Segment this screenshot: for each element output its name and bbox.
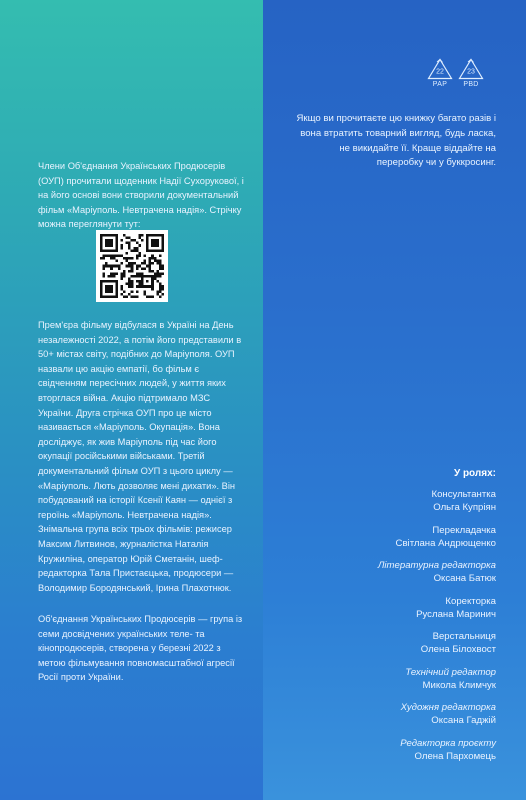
qr-code-graphic: [100, 234, 164, 298]
credit-item: [296, 488, 496, 514]
recycle-triangle-icon: [427, 58, 453, 80]
credit-name: Руслана Маринич: [416, 608, 496, 620]
credit-name: Олена Пархомець: [414, 750, 496, 762]
producers-paragraph: Об'єднання Українських Продюсерів — група із семи досвідчених українських теле- та кінопродюсерів, створена у березні 2022 з метою фільмування повномасштабної агресії Росії проти України.: [38, 614, 243, 683]
credit-role: Консультантка: [431, 489, 496, 500]
intro-paragraph: Члени Об'єднання Українських Продюсерів (ОУП) прочитали щоденник Надії Сухорукової, і на його основі вони створили документальний фільм «Маріуполь. Невтрачена надія». Стрічку можна переглянути тут:: [38, 161, 244, 230]
credit-item: [296, 559, 496, 585]
credit-item: [296, 701, 496, 727]
credit-item: [296, 524, 496, 550]
premiere-paragraph: Прем'єра фільму відбулася в Україні на День незалежності 2022, а потім його представили в 50+ містах світу, подібних до Маріуполя. ОУП назвали цю акцію емпатії, бо фільм є свідченням пересічних людей, у життя яких вторглася війна. Акцію підтримало МЗС України. Друга стрічка ОУП про це місто називається «Маріуполь. Окупація». Вона досліджує, як жив Маріуполь під час його окупації російськими військами. Третій документальний фільм ОУП з цього циклу — «Маріуполь. Лють дозволяє мені дихати». Він побудований на історії Ксенії Каян — однієї з героїнь «Маріуполь. Невтрачена надія». Знімальна група всіх трьох фільмів: режисер Максим Литвинов, журналістка Наталія Кружиліна, оператор Юрій Сметанін, шеф-редакторка Тала Пристаєцька, продюсери — Володимир Бородянський, Ірина Плахотнюк.: [38, 320, 242, 593]
credit-role: Коректорка: [445, 595, 496, 607]
credit-role: Технічний редактор: [405, 666, 496, 678]
credit-item: [296, 630, 496, 656]
credits-title: У ролях:: [453, 468, 496, 479]
credit-name: Світлана Андрющенко: [395, 537, 496, 549]
credit-item: [296, 666, 496, 692]
credit-role: Верстальниця: [432, 631, 496, 642]
recycle-number: 23: [467, 68, 475, 76]
credit-name: Ольга Купріян: [433, 502, 496, 513]
qr-code-icon[interactable]: [96, 230, 168, 302]
credit-name: Олена Білохвост: [420, 644, 496, 655]
credit-item: [296, 595, 496, 621]
credit-role: Перекладачка: [432, 524, 496, 536]
credits-list: [296, 488, 496, 763]
credits-section: [296, 468, 496, 772]
credit-name: Микола Климчук: [422, 679, 496, 691]
recycle-number: 22: [436, 68, 444, 76]
recycle-note: Якщо ви прочитаєте цю книжку багато разів і вона втратить товарний вигляд, будь ласка, не викидайте її. Краще віддайте на переробку чи у буккросинг.: [296, 113, 496, 169]
credit-role: Літературна редакторка: [377, 560, 496, 571]
recycle-badge-1: [427, 58, 453, 88]
recycle-code: PBD: [463, 81, 479, 88]
recycle-triangle-icon: [458, 58, 484, 80]
credit-role: Редакторка проєкту: [400, 737, 496, 749]
credit-item: [296, 737, 496, 763]
credit-name: Оксана Батюк: [433, 573, 496, 584]
recycle-code: PAP: [432, 81, 448, 88]
credit-role: Художня редакторка: [400, 702, 496, 713]
credit-name: Оксана Гаджій: [431, 715, 496, 726]
recycle-badge-2: [458, 58, 484, 88]
